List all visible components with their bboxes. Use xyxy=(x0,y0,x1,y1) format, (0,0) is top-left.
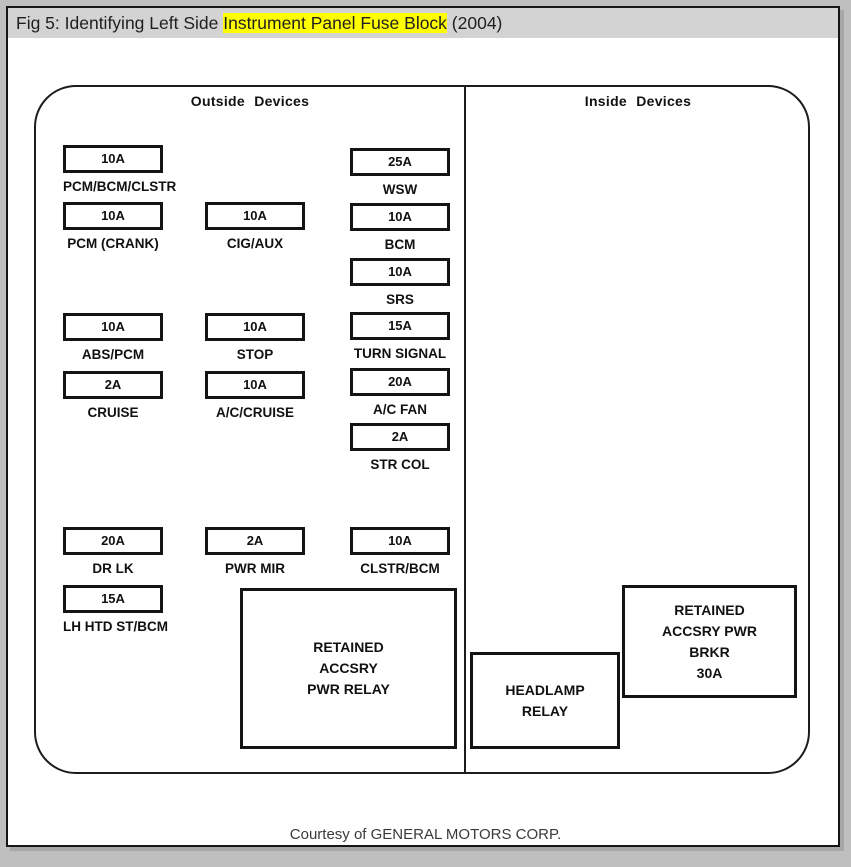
fuse-amp-box: 20A xyxy=(350,368,450,396)
fuse-label: CLSTR/BCM xyxy=(360,561,440,576)
fuse-item xyxy=(350,527,450,576)
relay-label-line: RETAINED xyxy=(313,639,384,655)
relay-label-line: HEADLAMP xyxy=(505,681,585,698)
fuse-label: A/C FAN xyxy=(373,402,427,417)
relay-label-line: RETAINED xyxy=(674,601,745,618)
fuse-amp-box: 10A xyxy=(205,313,305,341)
fuse-amp-box: 2A xyxy=(205,527,305,555)
fuse-amp-box: 15A xyxy=(350,312,450,340)
fuse-item xyxy=(63,202,163,251)
figure-titlebar xyxy=(8,8,838,38)
fuse-amp-box: 10A xyxy=(63,313,163,341)
section-divider xyxy=(464,85,466,774)
fuse-item xyxy=(350,148,450,197)
fuse-label: ABS/PCM xyxy=(81,347,145,362)
fuse-amp-box: 10A xyxy=(63,145,163,173)
fuse-amp-box: 25A xyxy=(350,148,450,176)
fuse-item xyxy=(205,527,305,576)
relay-label-line: BRKR xyxy=(689,643,730,660)
outside-devices-header: Outside Devices xyxy=(190,93,310,109)
retained-accsry-pwr-relay-box xyxy=(240,588,457,749)
relay-label-line: RELAY xyxy=(521,702,569,719)
fuse-label: DR LK xyxy=(92,561,134,576)
fuse-item xyxy=(350,258,450,307)
fuse-item xyxy=(63,313,163,362)
fuse-item xyxy=(350,423,450,472)
figure-title-prefix: Fig 5: Identifying Left Side xyxy=(16,13,224,33)
fuse-amp-box: 2A xyxy=(63,371,163,399)
fuse-item xyxy=(350,312,450,361)
fuse-item xyxy=(63,145,177,194)
fuse-label: WSW xyxy=(382,182,418,197)
fuse-item xyxy=(63,527,163,576)
fuse-label: CRUISE xyxy=(87,405,139,420)
courtesy-text: Courtesy of GENERAL MOTORS CORP. xyxy=(289,826,562,843)
fuse-item xyxy=(350,203,450,252)
relay-label-line: 30A xyxy=(696,664,723,681)
fuse-label: SRS xyxy=(386,292,414,307)
fuse-label: PCM/BCM/CLSTR xyxy=(63,179,177,194)
relay-label-line: ACCSRY PWR xyxy=(662,622,757,639)
fuse-item xyxy=(205,313,305,362)
fuse-amp-box: 10A xyxy=(63,202,163,230)
fuse-item xyxy=(350,368,450,417)
fuse-item xyxy=(205,202,305,251)
fuse-label: STR COL xyxy=(370,457,430,472)
relay-label-line: PWR RELAY xyxy=(307,681,390,697)
fuse-item xyxy=(205,371,305,420)
fuse-amp-box: 10A xyxy=(205,371,305,399)
retained-accsry-pwr-brkr-box xyxy=(622,585,797,698)
fuse-amp-box: 10A xyxy=(205,202,305,230)
figure-title-highlight: Instrument Panel Fuse Block xyxy=(223,13,447,33)
fuse-label: STOP xyxy=(236,347,274,362)
fuse-label: A/C/CRUISE xyxy=(215,405,294,420)
fuse-item xyxy=(63,371,163,420)
fuse-label: LH HTD ST/BCM xyxy=(63,619,168,634)
fuse-label: PWR MIR xyxy=(225,561,285,576)
fuse-label: PCM (CRANK) xyxy=(67,236,159,251)
relay-label-line: ACCSRY xyxy=(319,660,378,676)
fuse-label: BCM xyxy=(384,237,416,252)
figure-title-suffix: (2004) xyxy=(446,13,503,33)
inside-devices-header: Inside Devices xyxy=(584,93,692,109)
fuse-amp-box: 10A xyxy=(350,527,450,555)
fuse-label: CIG/AUX xyxy=(226,236,284,251)
fuse-amp-box: 2A xyxy=(350,423,450,451)
fuse-item xyxy=(63,585,168,634)
fuse-amp-box: 15A xyxy=(63,585,163,613)
fuse-amp-box: 10A xyxy=(350,203,450,231)
fuse-amp-box: 20A xyxy=(63,527,163,555)
headlamp-relay-box xyxy=(470,652,620,749)
fuse-label: TURN SIGNAL xyxy=(353,346,447,361)
fuse-amp-box: 10A xyxy=(350,258,450,286)
